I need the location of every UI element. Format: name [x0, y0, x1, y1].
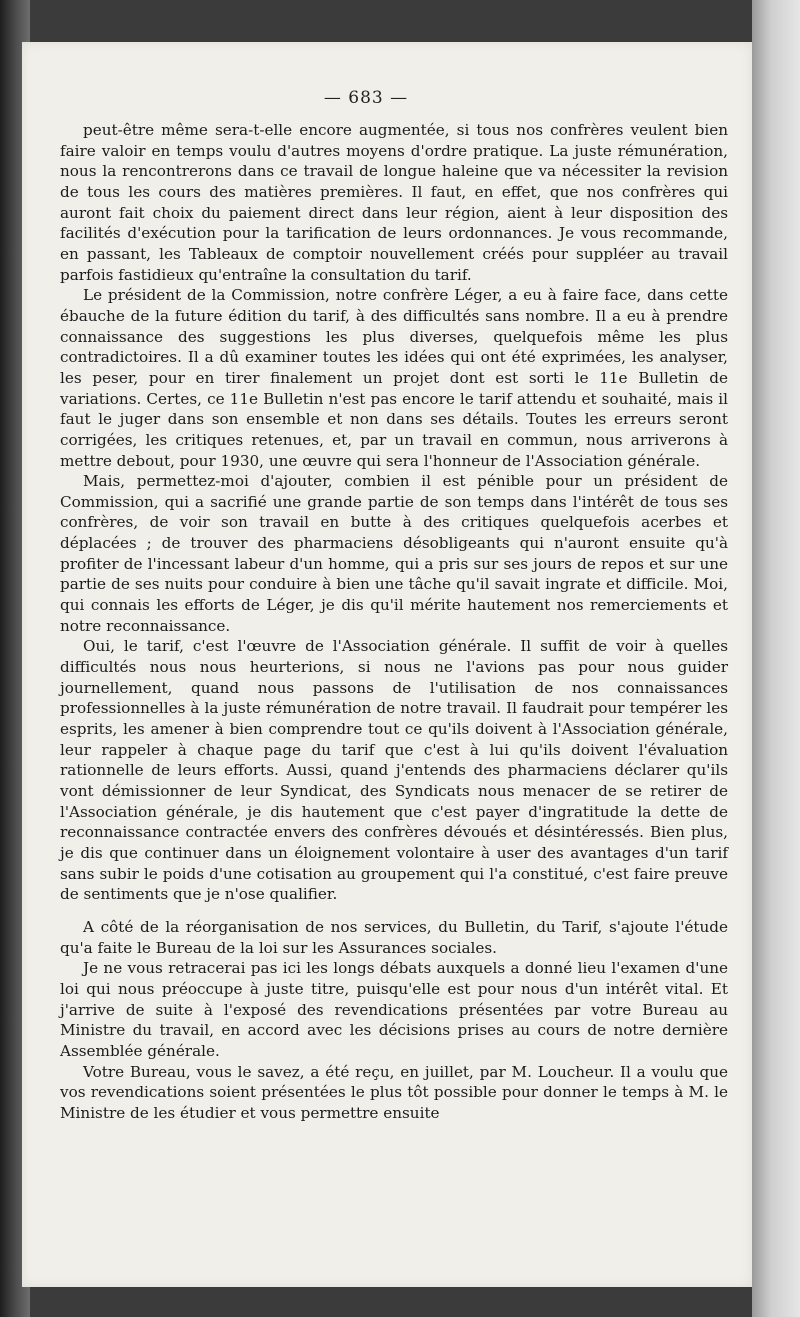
- paragraph-6: Je ne vous retracerai pas ici les longs débats auxquels a donné lieu l'examen d'une loi qui nous préoccupe à juste titre, puisqu'elle est pour nous d'un intérêt vital. Et j'arrive de suite à l'exposé des revendications présentées par votre Bureau au Ministre du travail, en accord avec les décisions prises au cours de notre dernière Assemblée générale.: [60, 959, 728, 1060]
- paragraph-4: Oui, le tarif, c'est l'œuvre de l'Association générale. Il suffit de voir à quelles difficultés nous nous heurterions, si nous ne l'avions pas pour nous guider journellement, quand nous passons de l'utilisation de nos connaissances professionnelles à la juste rémunération de notre travail. Il faudrait pour tempérer les esprits, les amener à bien comprendre tout ce qu'ils doivent à l'Association générale, leur rappeler à chaque page du tarif que c'est à lui qu'ils doivent l'évaluation rationnelle de leurs efforts. Aussi, quand j'entends des pharmaciens déclarer qu'ils vont démissionner de leur Syndicat, des Syndicats nous menacer de se retirer de l'Association générale, je dis hautement que c'est payer d'ingratitude la dette de reconnaissance contractée envers des confrères dévoués et désintéressés. Bien plus, je dis que continuer dans un éloignement volontaire à user des avantages d'un tarif sans subir le poids d'une cotisation au groupement qui l'a constitué, c'est faire preuve de sentiments que je n'ose qualifier.: [60, 637, 728, 904]
- document-page: [22, 42, 752, 1287]
- body-text: [60, 120, 728, 1124]
- paragraph-1: peut-être même sera-t-elle encore augmentée, si tous nos confrères veulent bien faire valoir en temps voulu d'autres moyens d'ordre pratique. La juste rémunération, nous la rencontrerons dans ce travail de longue haleine que va nécessiter la revision de tous les cours des matières premières. Il faut, en effet, que nos confrères qui auront fait choix du paiement direct dans leur région, aient à leur disposition des facilités d'exécution pour la tarification de leurs ordonnances. Je vous recommande, en passant, les Tableaux de comptoir nouvellement créés pour suppléer au travail parfois fastidieux qu'entraîne la consultation du tarif.: [60, 121, 728, 284]
- paragraph-7: Votre Bureau, vous le savez, a été reçu, en juillet, par M. Loucheur. Il a voulu que vos revendications soient présentées le plus tôt possible pour donner le temps à M. le Ministre de les étudier et vous permettre ensuite: [60, 1062, 728, 1122]
- paragraph-5: A côté de la réorganisation de nos services, du Bulletin, du Tarif, s'ajoute l'étude qu'a faite le Bureau de la loi sur les Assurances sociales.: [60, 917, 728, 957]
- paragraph-3: Mais, permettez-moi d'ajouter, combien il est pénible pour un président de Commission, qui a sacrifié une grande partie de son temps dans l'intérêt de tous ses confrères, de voir son travail en butte à des critiques quelquefois acerbes et déplacées ; de trouver des pharmaciens désobligeants qui n'auront ensuite qu'à profiter de l'incessant labeur d'un homme, qui a pris sur ses jours de repos et sur une partie de ses nuits pour conduire à bien une tâche qu'il savait ingrate et difficile. Moi, qui connais les efforts de Léger, je dis qu'il mérite hautement nos remerciements et notre reconnaissance.: [60, 472, 728, 635]
- scan-right-edge: [752, 0, 800, 1317]
- page-number: — 683 —: [323, 88, 409, 108]
- paragraph-2: Le président de la Commission, notre confrère Léger, a eu à faire face, dans cette ébauche de la future édition du tarif, à des difficultés sans nombre. Il a eu à prendre connaissance des suggestions les plus diverses, quelquefois même les plus contradictoires. Il a dû examiner toutes les idées qui ont été exprimées, les analyser, les peser, pour en tirer finalement un projet dont est sorti le 11e Bulletin de variations. Certes, ce 11e Bulletin n'est pas encore le tarif attendu et souhaité, mais il faut le juger dans son ensemble et non dans ses détails. Toutes les erreurs seront corrigées, les critiques retenues, et, par un travail en commun, nous arriverons à mettre debout, pour 1930, une œuvre qui sera l'honneur de l'Association générale.: [60, 286, 728, 470]
